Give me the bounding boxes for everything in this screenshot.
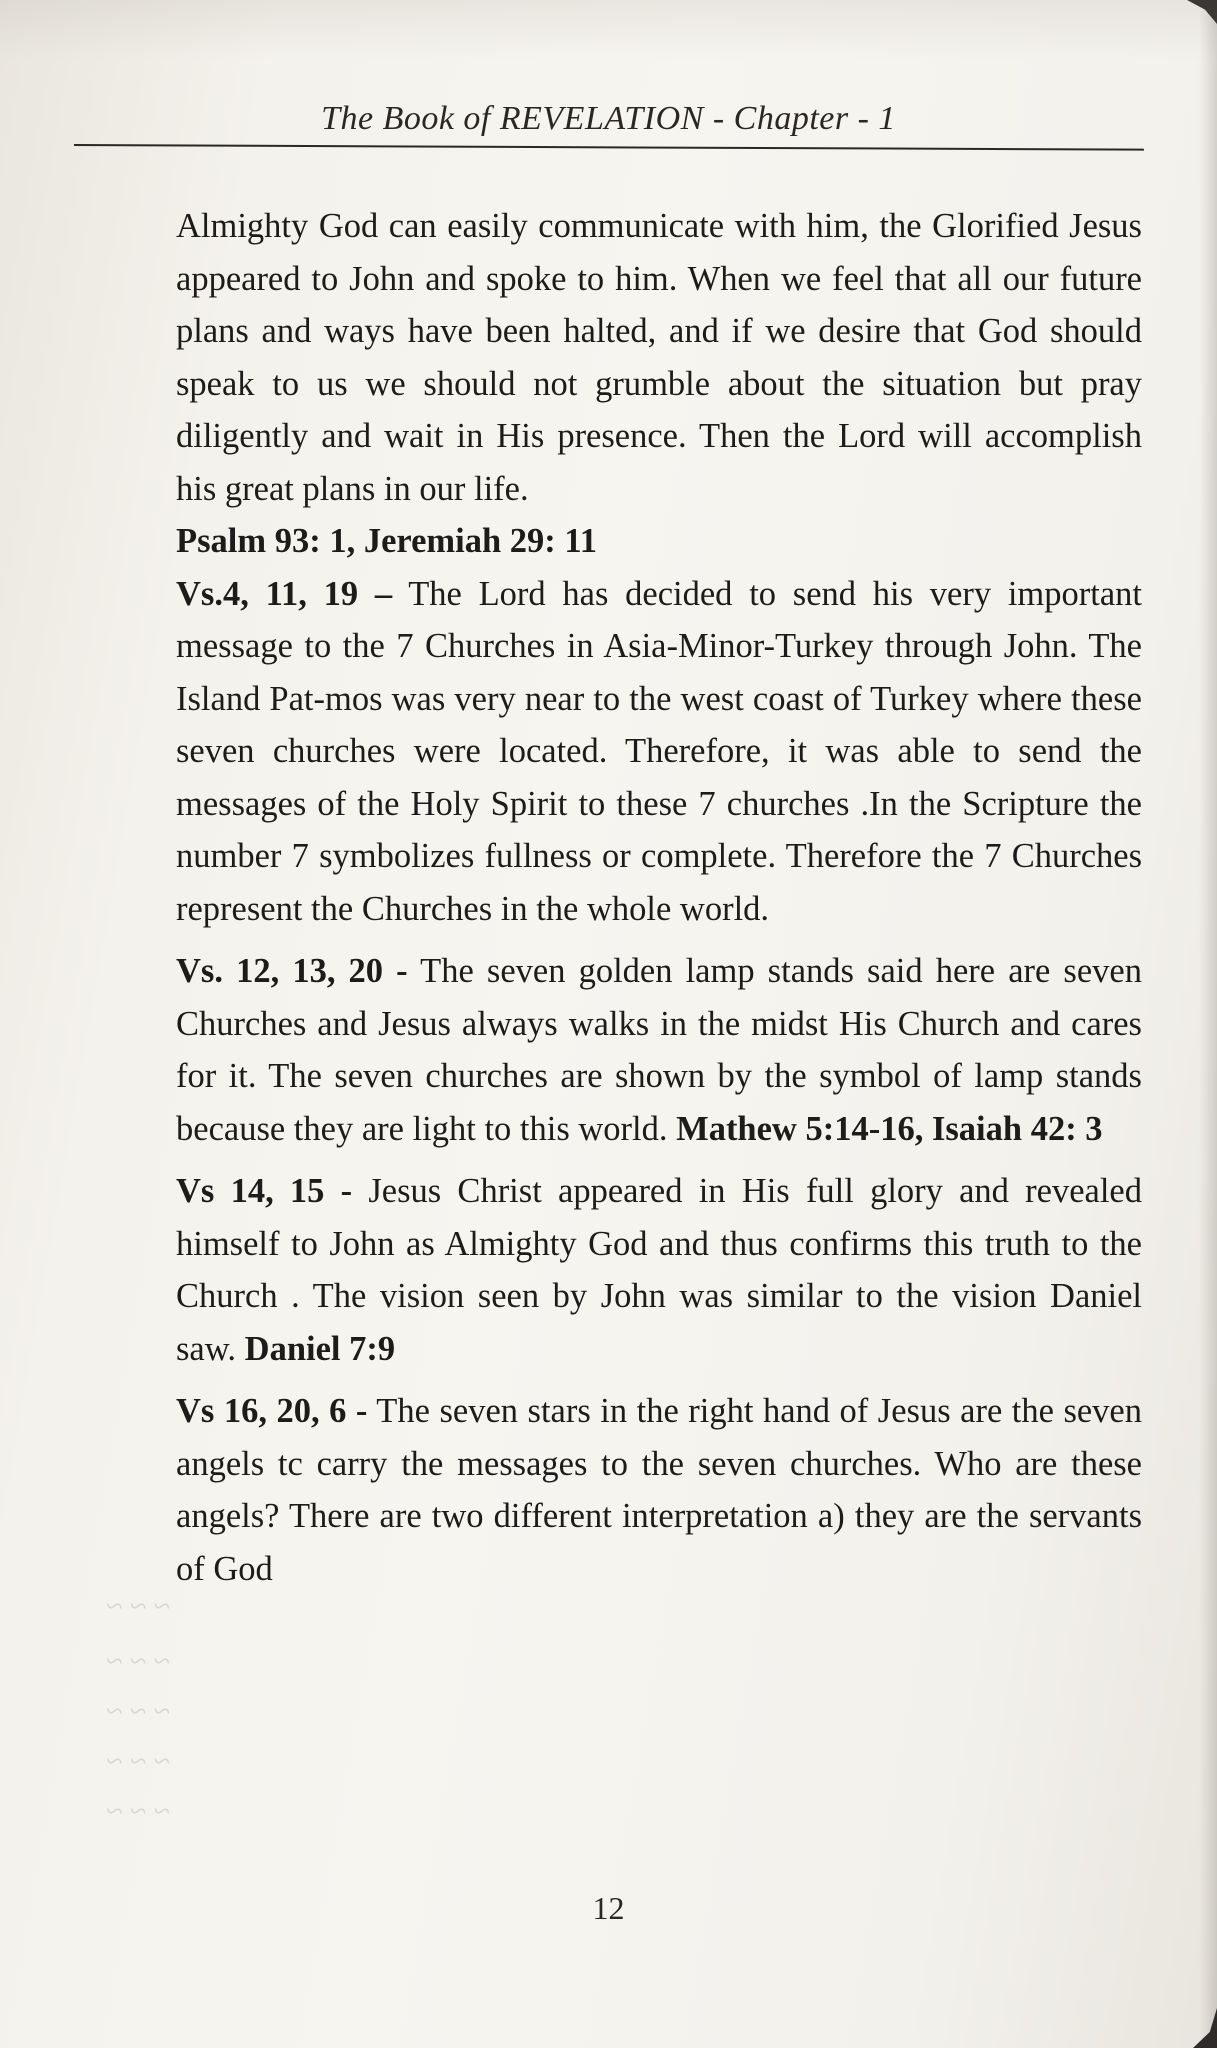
intro-paragraph: Almighty God can easily communicate with him, the Glorified Jesus appeared to John and spoke to him. When we feel that all our future plans and ways have been halted, and if we desire that God should speak to us we should not grumble about the situation but pray diligently and wait in His presence. Then the Lord will accomplish his great plans in our life. xyxy=(176,207,1142,508)
show-through-mark: ~ ~ ~ xyxy=(106,1795,170,1828)
verse-paragraph xyxy=(176,568,1142,936)
page-number: 12 xyxy=(592,1890,625,1926)
verse-reference: Vs.4, 11, 19 – xyxy=(176,574,393,613)
verse-reference: Vs. 12, 13, 20 - xyxy=(176,952,408,990)
page-top-shadow xyxy=(0,0,1217,60)
verse-text: The seven stars in the right hand of Jesus are the seven angels tc carry the messages to the seven churches. Who are these angels? There are two different interpretation a) they are the servants of God xyxy=(176,1392,1142,1588)
show-through-mark: ~ ~ ~ xyxy=(106,1590,170,1623)
verse-text: Jesus Christ appeared in His full glory and revealed himself to John as Almighty God and thus confirms this truth to the Church . The vision seen by John was similar to the vision Daniel saw. xyxy=(176,1172,1142,1368)
body-text xyxy=(176,200,1142,1595)
verse-reference: Vs 14, 15 - xyxy=(176,1172,353,1210)
verse-paragraph xyxy=(176,1165,1142,1375)
verse-text: The seven golden lamp stands said here are seven Churches and Jesus always walks in the midst His Church and cares for it. The seven churches are shown by the symbol of lamp stands because they are light to this world. xyxy=(176,952,1142,1148)
header-rule xyxy=(74,144,1144,151)
scripture-reference: Mathew 5:14-16, Isaiah 42: 3 xyxy=(676,1109,1103,1148)
show-through-mark: ~ ~ ~ xyxy=(106,1745,170,1778)
verse-text: The Lord has decided to send his very important message to the 7 Churches in Asia-Minor-Turkey through John. The Island Pat-mos was very near to the west coast of Turkey where these seven churches were located. Therefore, it was able to send the messages of the Holy Spirit to these 7 churches .In the Scripture the number 7 symbolizes fullness or complete. Therefore the 7 Churches represent the Churches in the whole world. xyxy=(176,574,1142,928)
show-through-mark: ~ ~ ~ xyxy=(106,1695,170,1728)
verse-reference: Vs 16, 20, 6 - xyxy=(176,1392,368,1430)
scripture-reference: Psalm 93: 1, Jeremiah 29: 11 xyxy=(176,522,597,560)
page-edge-shadow xyxy=(1199,0,1217,2048)
verse-paragraph xyxy=(176,945,1142,1155)
show-through-mark: ~ ~ ~ xyxy=(106,1645,170,1678)
running-head: The Book of REVELATION - Chapter - 1 xyxy=(321,100,896,137)
scripture-reference: Daniel 7:9 xyxy=(244,1329,396,1368)
verse-paragraph xyxy=(176,1385,1142,1595)
